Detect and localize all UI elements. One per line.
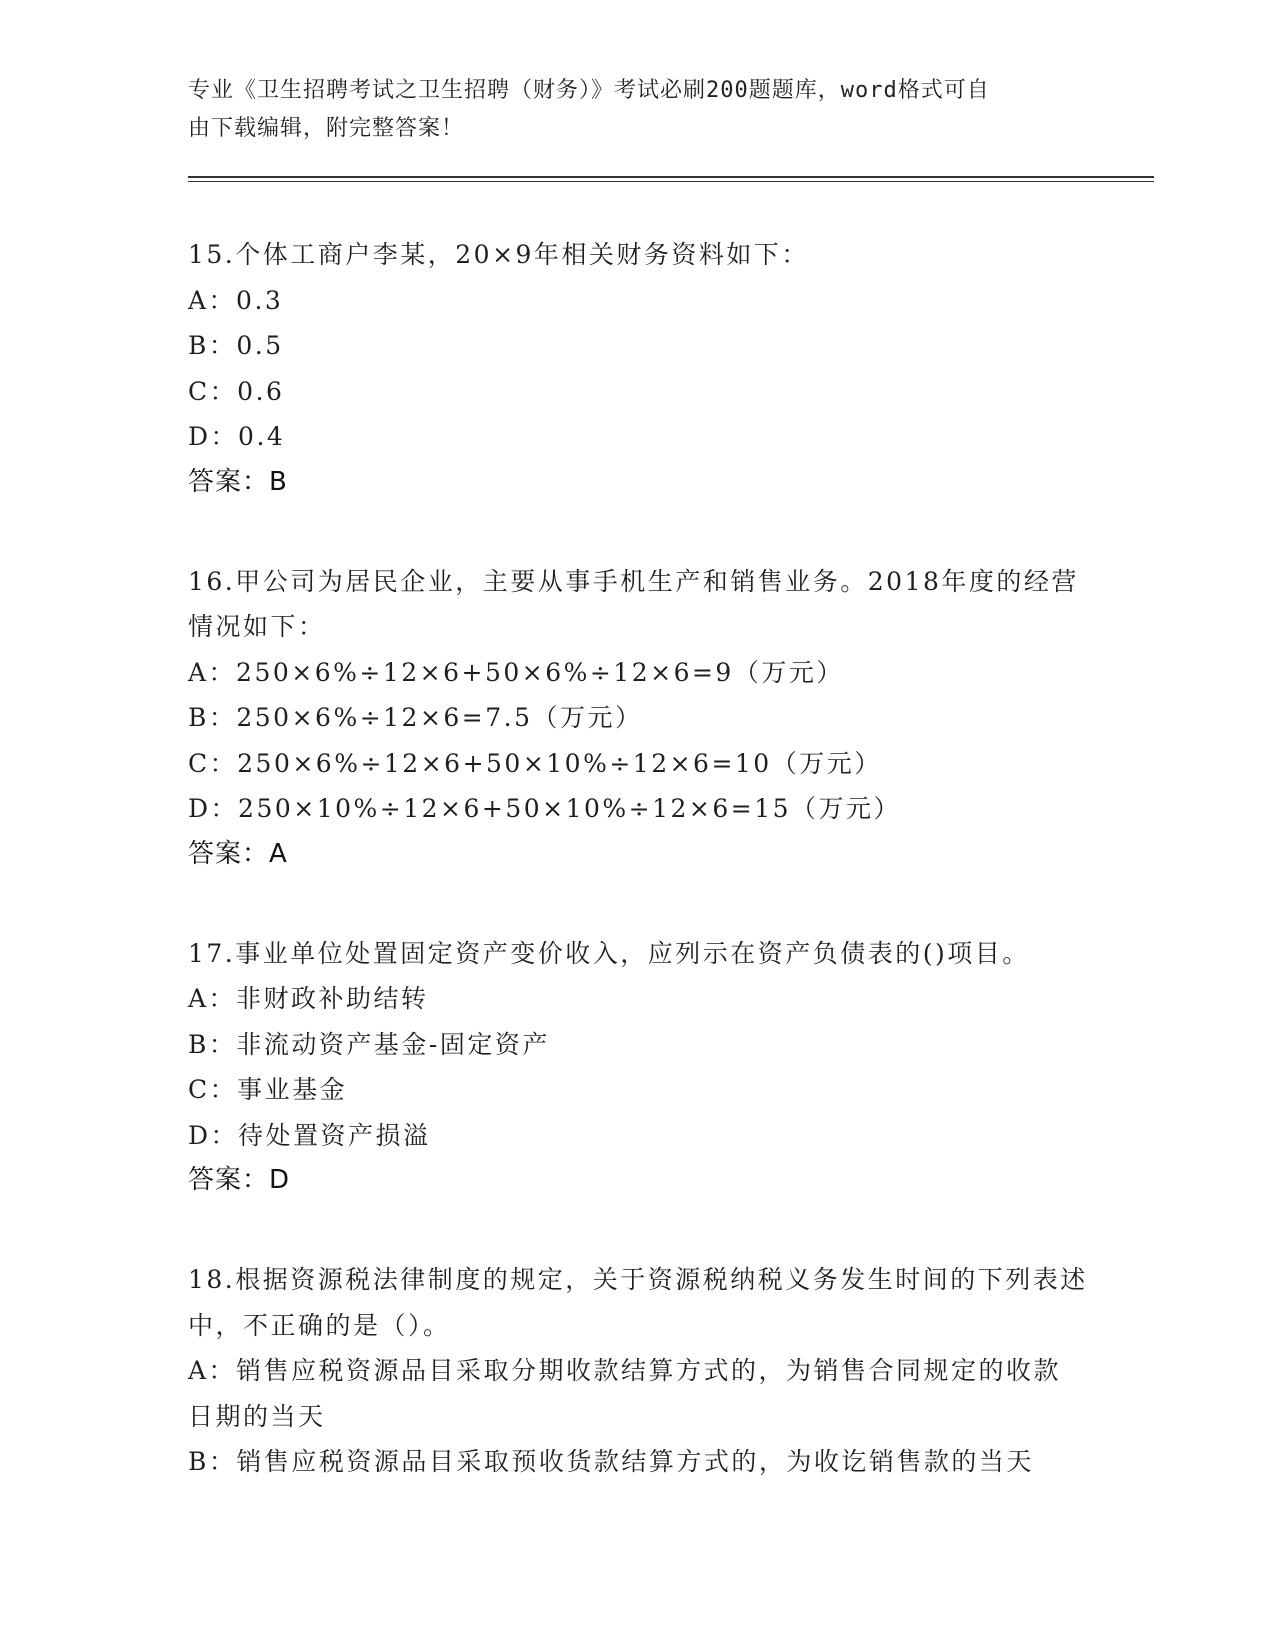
header-line-2: 由下载编辑，附完整答案！ [188, 116, 465, 141]
option-a: A：非财政补助结转 [188, 984, 429, 1013]
option-d: D：0.4 [188, 422, 286, 451]
option-d: D：250×10%÷12×6+50×10%÷12×6=15（万元） [188, 794, 902, 823]
answer-line: 答案：A [188, 838, 288, 869]
question-stem: 16.甲公司为居民企业，主要从事手机生产和销售业务。2018年度的经营情况如下： [188, 566, 1079, 641]
header-line-1: 专业《卫生招聘考试之卫生招聘（财务）》考试必刷200题题库，word格式可自 [188, 78, 990, 103]
option-c: C：0.6 [188, 376, 285, 406]
option-b: B：销售应税资源品目采取预收货款结算方式的，为收讫销售款的当天 [188, 1447, 1034, 1476]
question-18 [188, 1257, 1088, 1485]
option-c: C：事业基金 [188, 1075, 348, 1104]
question-stem: 15.个体工商户李某，20×9年相关财务资料如下： [188, 240, 809, 269]
option-b: B：0.5 [188, 331, 284, 360]
option-b: B：非流动资产基金-固定资产 [188, 1029, 550, 1059]
option-c: C：250×6%÷12×6+50×10%÷12×6=10（万元） [188, 748, 882, 778]
header-divider-thick [188, 176, 1154, 178]
header-divider-thin [188, 181, 1154, 182]
answer-line: 答案：D [188, 1165, 291, 1195]
option-a: A：销售应税资源品目采取分期收款结算方式的，为销售合同规定的收款日期的当天 [188, 1356, 1062, 1431]
question-15 [188, 232, 1088, 505]
answer-line: 答案：B [188, 466, 288, 497]
document-header [188, 72, 1068, 148]
question-list [188, 232, 1088, 1539]
option-d: D：待处置资产损溢 [188, 1120, 431, 1150]
question-17 [188, 931, 1088, 1204]
option-b: B：250×6%÷12×6=7.5（万元） [188, 703, 643, 732]
question-stem: 18.根据资源税法律制度的规定，关于资源税纳税义务发生时间的下列表述中，不正确的是（）。 [188, 1265, 1088, 1340]
question-stem: 17.事业单位处置固定资产变价收入，应列示在资产负债表的()项目。 [188, 938, 1030, 968]
question-16 [188, 559, 1088, 877]
option-a: A：0.3 [188, 285, 284, 315]
option-a: A：250×6%÷12×6+50×6%÷12×6=9（万元） [188, 657, 844, 687]
